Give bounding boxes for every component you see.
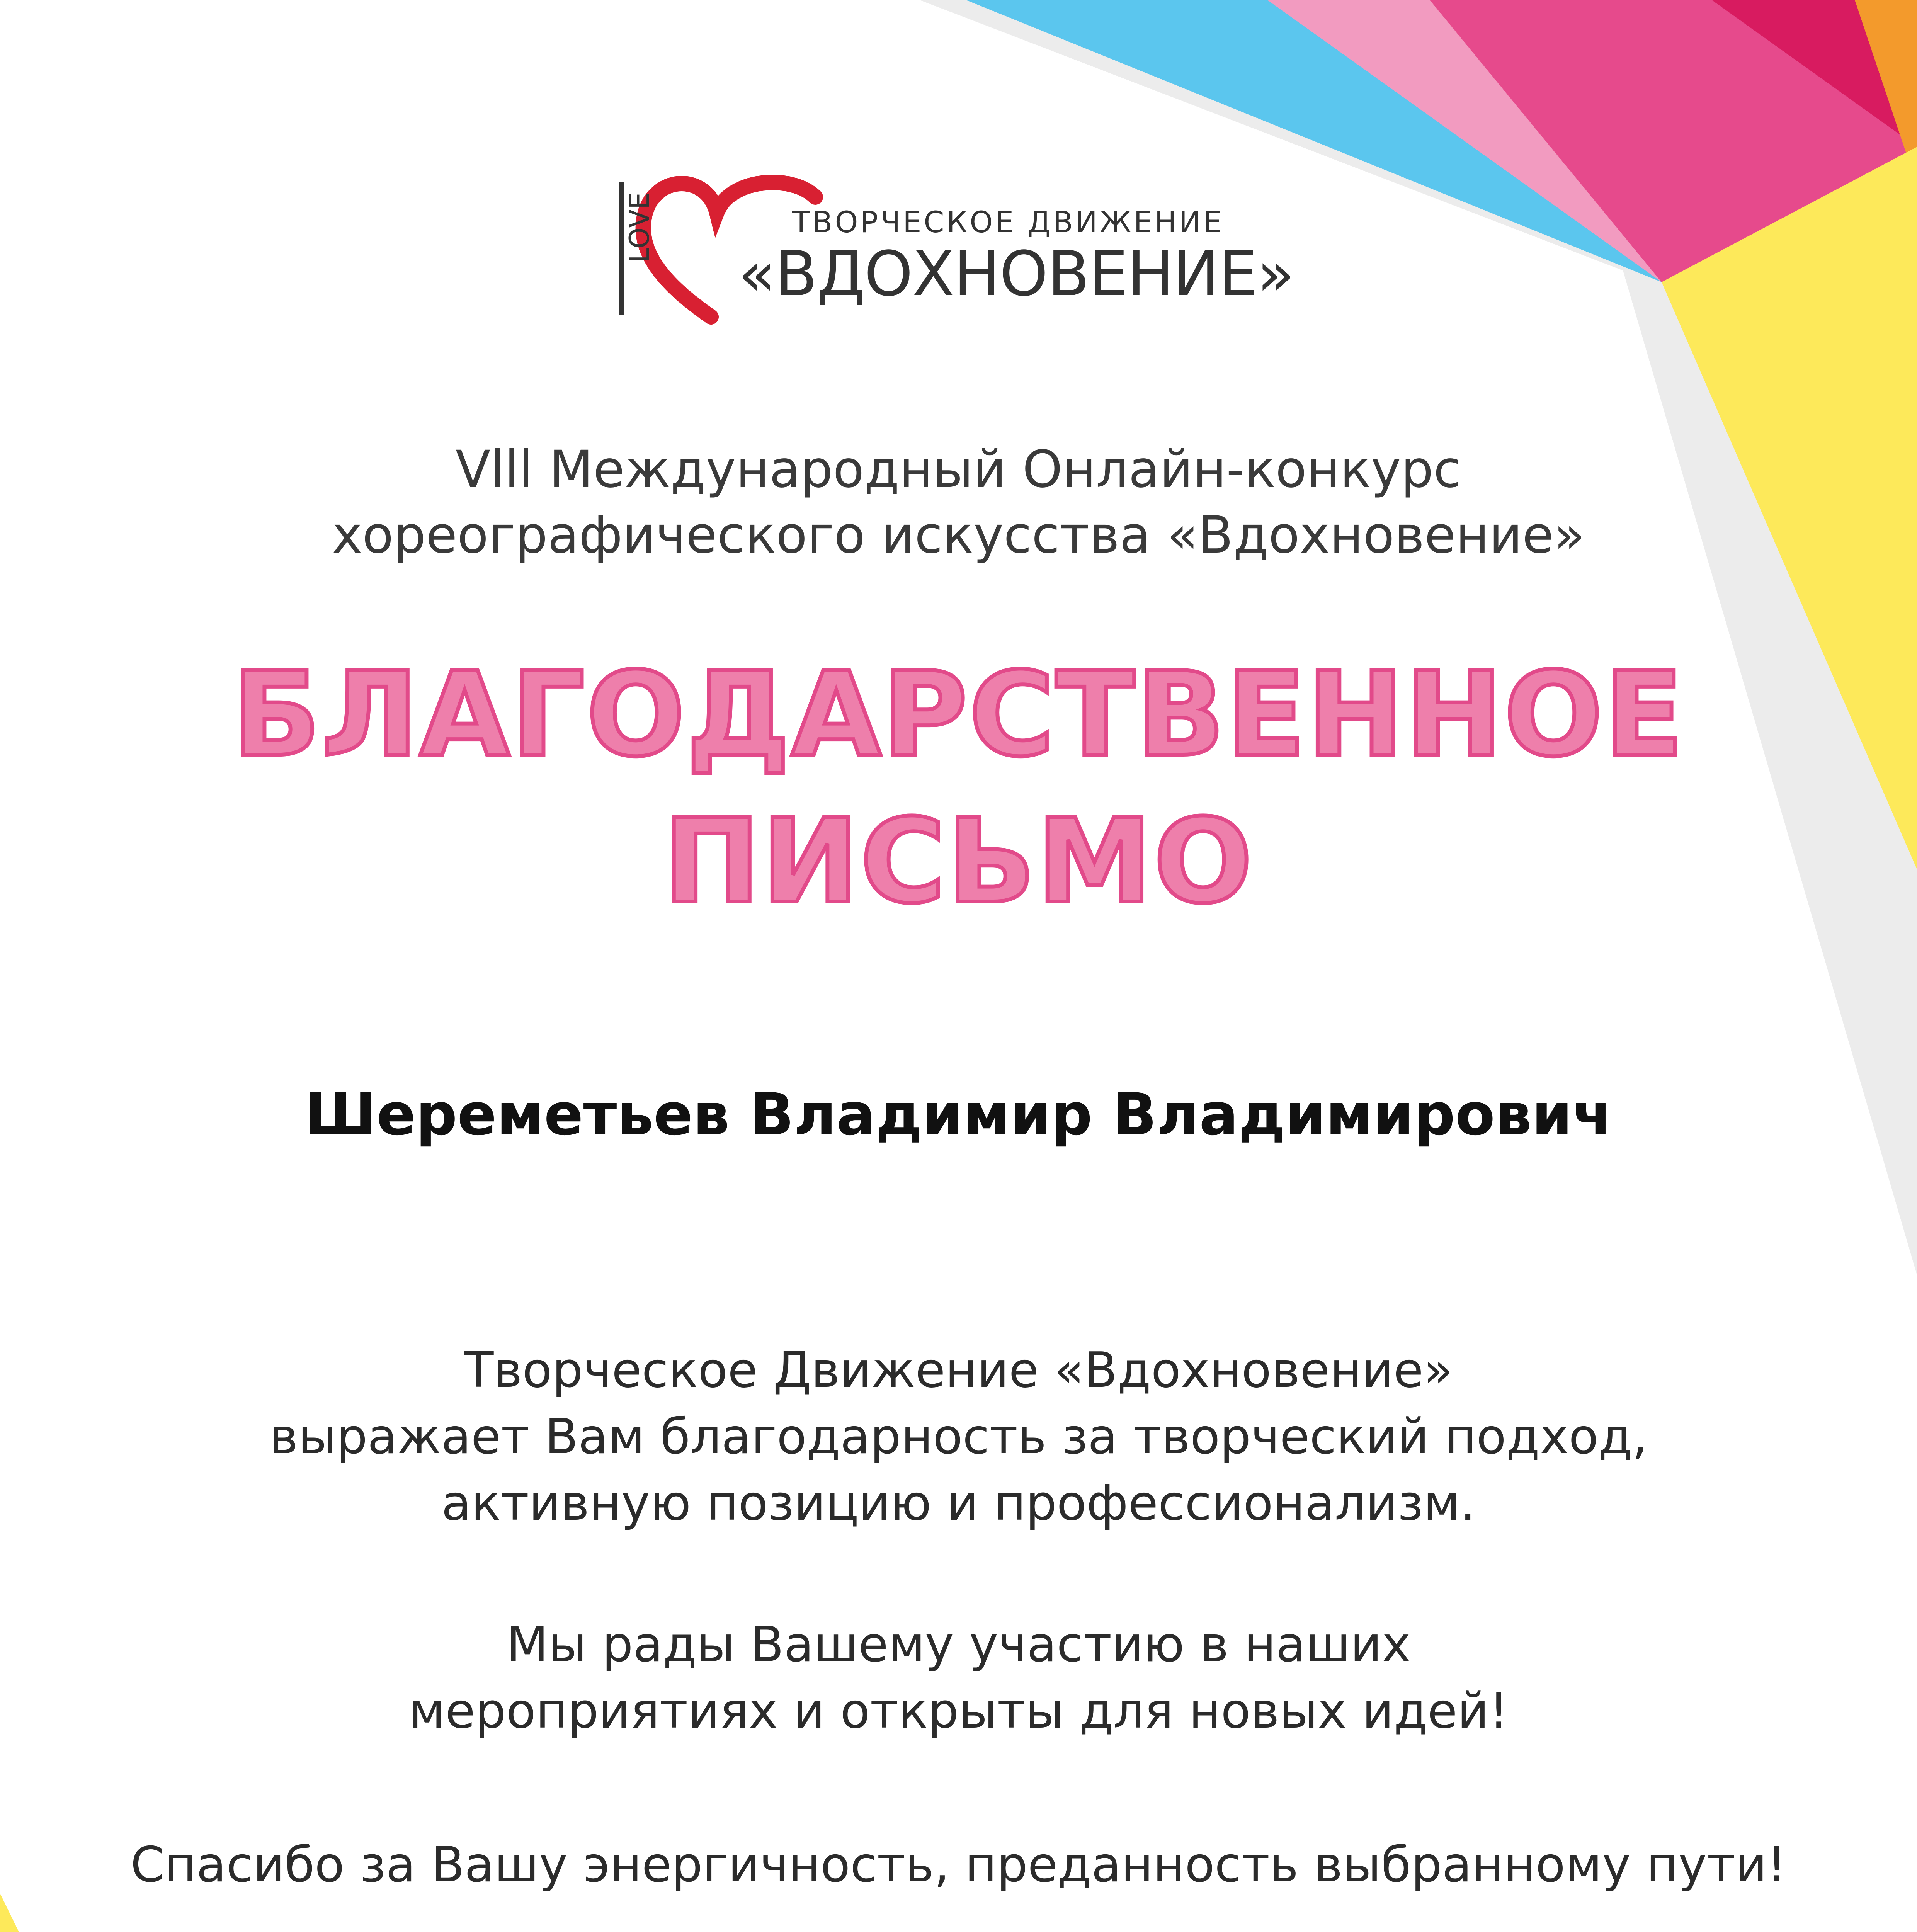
contest-line-1: Vlll Международный Онлайн-конкурс: [455, 440, 1462, 499]
title-line-2: ПИСЬМО: [663, 794, 1254, 929]
title-line-1: БЛАГОДАРСТВЕННОЕ: [232, 647, 1685, 782]
logo-side-text: LOVE: [624, 192, 655, 263]
body-line: Мы рады Вашему участию в наших: [506, 1616, 1411, 1673]
body-paragraph-1: [0, 1337, 1917, 1536]
deco-yellow-left: [0, 1893, 328, 1932]
body-line: активную позицию и профессионализм.: [441, 1475, 1476, 1531]
body-paragraph-2: [0, 1611, 1917, 1744]
document-title: [0, 641, 1917, 935]
logo-main-line: «ВДОХНОВЕНИЕ»: [738, 238, 1294, 310]
body-line: мероприятиях и открыты для новых идей!: [408, 1682, 1509, 1739]
logo-top-line: ТВОРЧЕСКОЕ ДВИЖЕНИЕ: [792, 205, 1224, 239]
body-line: Спасибо за Вашу энергичность, преданность выбранному пути!: [130, 1836, 1787, 1893]
recipient-name: Шереметьев Владимир Владимирович: [305, 1081, 1612, 1148]
contest-heading: [0, 437, 1917, 568]
contest-line-2: хореографического искусства «Вдохновение»: [332, 505, 1585, 565]
organization-logo: [614, 166, 1318, 328]
deco-grey-band-bottom: [0, 1893, 920, 1932]
body-paragraph-3: [0, 1832, 1917, 1898]
body-line: выражает Вам благодарность за творческий подход,: [269, 1408, 1648, 1465]
body-line: Творческое Движение «Вдохновение»: [464, 1342, 1453, 1398]
